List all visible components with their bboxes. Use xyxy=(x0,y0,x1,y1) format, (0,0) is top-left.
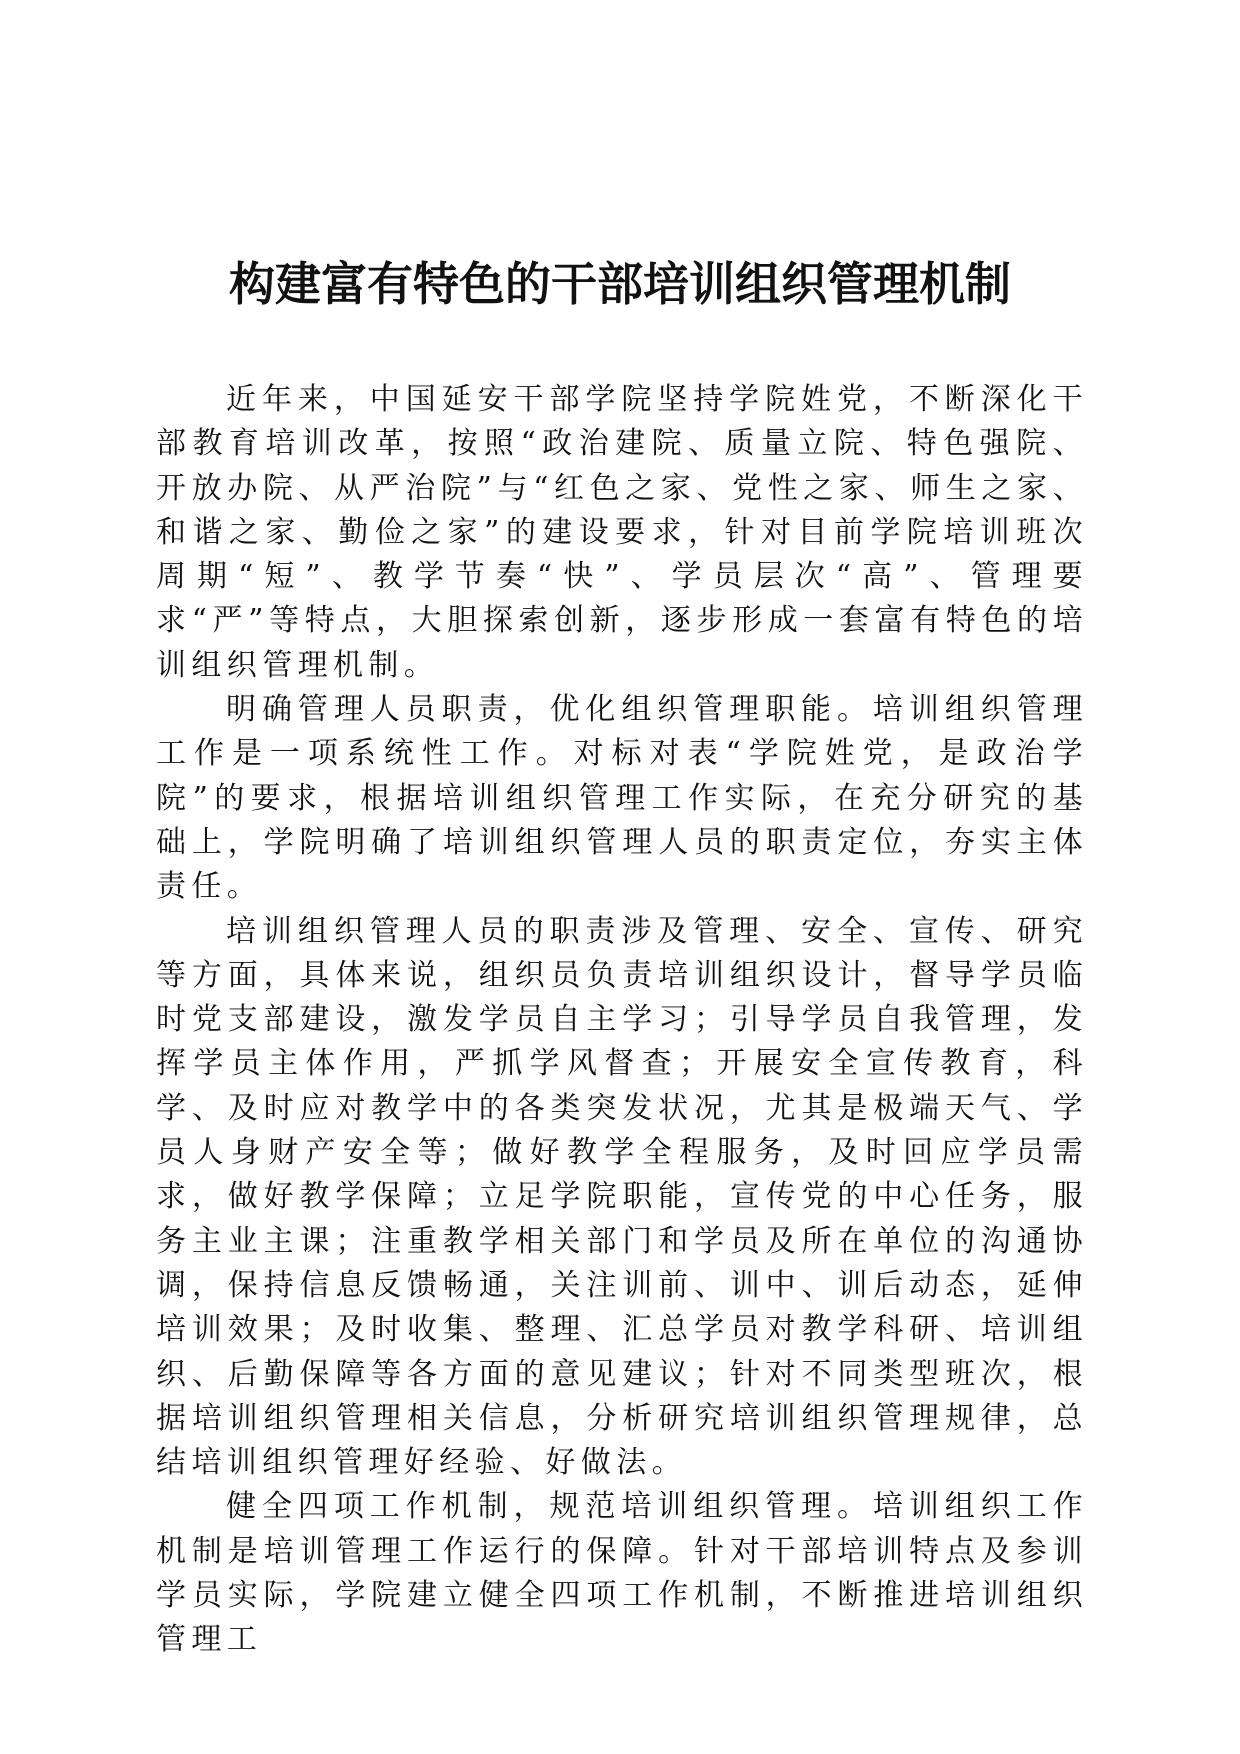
paragraph-intro: 近年来，中国延安干部学院坚持学院姓党，不断深化干部教育培训改革，按照“政治建院、质量立院、特色强院、开放办院、从严治院”与“红色之家、党性之家、师生之家、和谐之家、勤俭之家”的建设要求，针对目前学院培训班次周期“短”、教学节奏“快”、学员层次“高”、管理要求“严”等特点，大胆探索创新，逐步形成一套富有特色的培训组织管理机制。 xyxy=(156,382,1088,683)
paragraph-responsibilities: 明确管理人员职责，优化组织管理职能。培训组织管理工作是一项系统性工作。对标对表“学院姓党，是政治学院”的要求，根据培训组织管理工作实际，在充分研究的基础上，学院明确了培训组织管理人员的职责定位，夯实主体责任。 xyxy=(156,692,1088,905)
document-body xyxy=(156,378,1088,1663)
paragraph-mechanisms: 健全四项工作机制，规范培训组织管理。培训组织工作机制是培训管理工作运行的保障。针对干部培训特点及参训学员实际，学院建立健全四项工作机制，不断推进培训组织管理工 xyxy=(156,1489,1088,1658)
paragraph-duties-detail: 培训组织管理人员的职责涉及管理、安全、宣传、研究等方面，具体来说，组织员负责培训组织设计，督导学员临时党支部建设，激发学员自主学习；引导学员自我管理，发挥学员主体作用，严抓学风督查；开展安全宣传教育，科学、及时应对教学中的各类突发状况，尤其是极端天气、学员人身财产安全等；做好教学全程服务，及时回应学员需求，做好教学保障；立足学院职能，宣传党的中心任务，服务主业主课；注重教学相关部门和学员及所在单位的沟通协调，保持信息反馈畅通，关注训前、训中、训后动态，延伸培训效果；及时收集、整理、汇总学员对教学科研、培训组织、后勤保障等各方面的意见建议；针对不同类型班次，根据培训组织管理相关信息，分析研究培训组织管理规律，总结培训组织管理好经验、好做法。 xyxy=(156,913,1088,1481)
document-title: 构建富有特色的干部培训组织管理机制 xyxy=(229,257,1011,311)
